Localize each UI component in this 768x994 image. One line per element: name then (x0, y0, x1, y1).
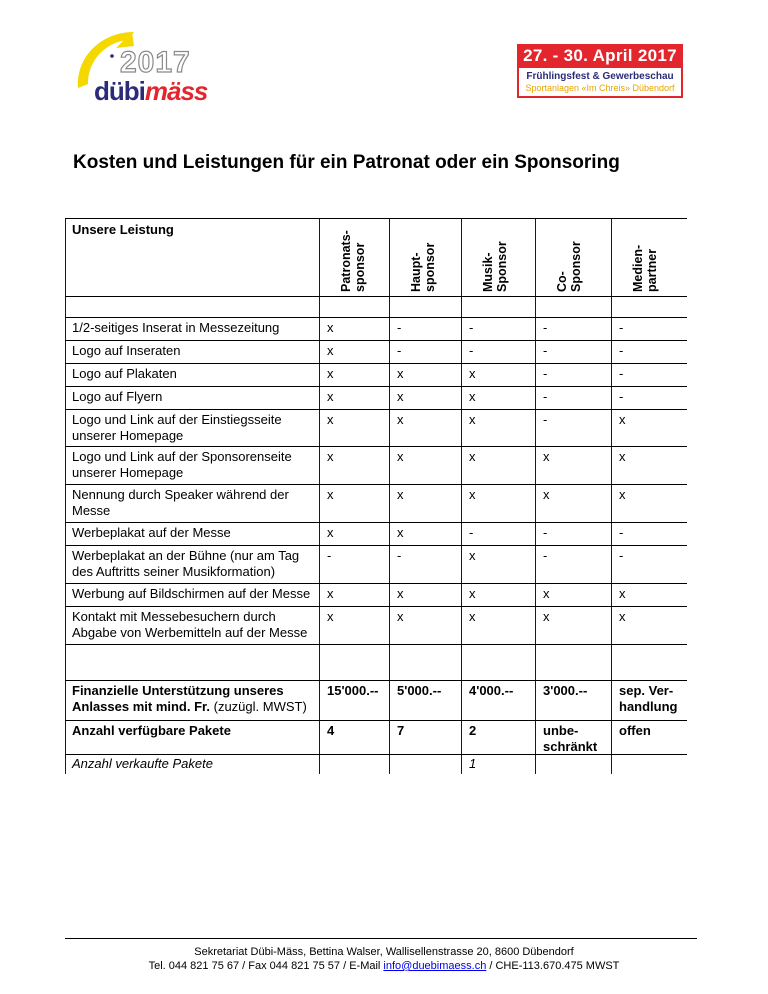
table-row-label: Logo auf Plakaten (72, 366, 177, 381)
table-row-label: Werbeplakat an der Bühne (nur am Tag des Auftritts seiner Musikformation) (72, 548, 300, 579)
footer-contact-pre: Tel. 044 821 75 67 / Fax 044 821 75 57 / E-Mail (148, 960, 384, 972)
table-cell-value: x (327, 320, 334, 335)
column-header-line2: Sponsor (495, 241, 509, 292)
table-cell-value: x (619, 586, 626, 601)
column-header-line2: sponsor (353, 242, 367, 292)
footer-contact-post: / CHE-113.670.475 MWST (486, 960, 620, 972)
event-title: Frühlingsfest & Gewerbeschau (526, 71, 674, 82)
packages-value: offen (619, 723, 651, 738)
table-cell-value: - (469, 343, 474, 358)
table-cell-value: x (397, 389, 404, 404)
table-cell-value: x (397, 412, 404, 427)
table-cell-value: x (469, 366, 476, 381)
table-cell-value: - (543, 389, 548, 404)
table-cell-value: - (619, 320, 624, 335)
logo-wordmark-part1: dübi (94, 76, 145, 106)
table-cell-value: - (543, 320, 548, 335)
table-cell-value: x (543, 609, 550, 624)
table-cell-value: - (619, 525, 624, 540)
finance-value: sep. Ver-handlung (619, 683, 678, 714)
table-row-label: 1/2-seitiges Inserat in Messezeitung (72, 320, 280, 335)
table-cell-value: - (327, 548, 332, 563)
table-cell-value: x (543, 586, 550, 601)
table-cell-value: x (327, 343, 334, 358)
table-cell-value: x (327, 609, 334, 624)
column-header-line1: Medien- (631, 244, 645, 292)
table-cell-value: x (327, 525, 334, 540)
table-cell-value: x (469, 609, 476, 624)
table-cell-value: x (327, 449, 334, 464)
footer-contact (0, 960, 768, 973)
table-cell-value: - (543, 343, 548, 358)
footer-address: Sekretariat Dübi-Mäss, Bettina Walser, Wallisellenstrasse 20, 8600 Dübendorf (194, 946, 574, 958)
table-cell-value: x (327, 412, 334, 427)
duebimaess-logo (72, 26, 222, 108)
event-dates: 27. - 30. April 2017 (517, 44, 683, 68)
table-row-label: Kontakt mit Messebesuchern durch Abgabe von Werbemitteln auf der Messe (72, 609, 308, 640)
table-cell-value: x (619, 412, 626, 427)
table-cell-value: - (397, 548, 402, 563)
table-cell-value: x (469, 449, 476, 464)
column-header-5 (631, 245, 659, 292)
table-cell-value: - (619, 389, 624, 404)
sold-label: Anzahl verkaufte Pakete (72, 756, 213, 771)
logo-wordmark-part2: mäss (144, 76, 208, 106)
table-cell-value: x (327, 487, 334, 502)
table-row-label: Logo auf Flyern (72, 389, 163, 404)
table-header-label: Unsere Leistung (72, 222, 174, 237)
table-cell-value: x (469, 389, 476, 404)
packages-value: unbe-schränkt (543, 723, 598, 754)
page-title: Kosten und Leistungen für ein Patronat oder ein Sponsoring (73, 152, 620, 173)
footer-divider (65, 938, 697, 939)
table-cell-value: x (397, 366, 404, 381)
table-cell-value: x (619, 449, 626, 464)
column-header-line1: Co- (555, 271, 569, 292)
table-row-label: Werbeplakat auf der Messe (72, 525, 231, 540)
table-row-label: Logo und Link auf der Einstiegsseite unserer Homepage (72, 412, 282, 443)
table-cell-value: - (619, 366, 624, 381)
table-row-label: Logo auf Inseraten (72, 343, 181, 358)
table-cell-value: - (543, 525, 548, 540)
table-cell-value: - (397, 343, 402, 358)
table-cell-value: x (619, 609, 626, 624)
finance-value: 15'000.-- (327, 683, 379, 698)
table-cell-value: x (543, 449, 550, 464)
table-cell-value: x (469, 548, 476, 563)
table-row-label: Logo und Link auf der Sponsorenseite unserer Homepage (72, 449, 292, 480)
table-cell-value: x (397, 525, 404, 540)
table-row-label: Nennung durch Speaker während der Messe (72, 487, 289, 518)
finance-label (72, 683, 312, 715)
finance-label-note: (zuzügl. MWST) (213, 699, 307, 714)
table-cell-value: x (469, 487, 476, 502)
column-header-line1: Haupt- (409, 252, 423, 292)
table-cell-value: - (619, 343, 624, 358)
column-header-4 (555, 241, 583, 292)
packages-value: 2 (469, 723, 477, 738)
finance-value: 3'000.-- (543, 683, 588, 698)
table-cell-value: x (327, 366, 334, 381)
table-cell-value: x (469, 586, 476, 601)
table-cell-value: x (469, 412, 476, 427)
sponsoring-table (65, 218, 687, 774)
table-cell-value: - (619, 548, 624, 563)
finance-value: 4'000.-- (469, 683, 514, 698)
event-location: Sportanlagen «Im Chreis» Dübendorf (525, 83, 675, 93)
table-cell-value: x (543, 487, 550, 502)
footer-email-link[interactable]: info@duebimaess.ch (383, 960, 487, 972)
table-cell-value: x (397, 487, 404, 502)
table-cell-value: x (327, 389, 334, 404)
table-cell-value: - (397, 320, 402, 335)
column-header-2 (409, 243, 437, 292)
packages-label: Anzahl verfügbare Pakete (72, 723, 231, 738)
table-cell-value: x (397, 609, 404, 624)
packages-value: 7 (397, 723, 405, 738)
table-cell-value: - (469, 320, 474, 335)
table-cell-value: x (397, 449, 404, 464)
finance-label-bold: Finanzielle Unterstützung unseres Anlasses mit mind. Fr. (72, 683, 284, 714)
column-header-line2: sponsor (423, 242, 437, 292)
event-date-banner (517, 44, 683, 100)
packages-value: 4 (327, 723, 335, 738)
sold-value: 1 (469, 756, 477, 771)
column-header-line2: partner (645, 248, 659, 292)
column-header-1 (339, 230, 367, 292)
column-header-line1: Musik- (481, 252, 495, 292)
column-header-line1: Patronats- (339, 230, 353, 292)
table-cell-value: x (397, 586, 404, 601)
event-info (517, 68, 683, 98)
table-cell-value: x (327, 586, 334, 601)
table-cell-value: x (619, 487, 626, 502)
table-cell-value: - (469, 525, 474, 540)
table-cell-value: - (543, 548, 548, 563)
finance-value: 5'000.-- (397, 683, 442, 698)
column-header-3 (481, 241, 509, 292)
table-cell-value: - (543, 366, 548, 381)
column-header-line2: Sponsor (569, 241, 583, 292)
table-cell-value: - (543, 412, 548, 427)
logo-wordmark (94, 76, 207, 107)
logo-year: 2017 (120, 46, 191, 79)
table-row-label: Werbung auf Bildschirmen auf der Messe (72, 586, 311, 601)
